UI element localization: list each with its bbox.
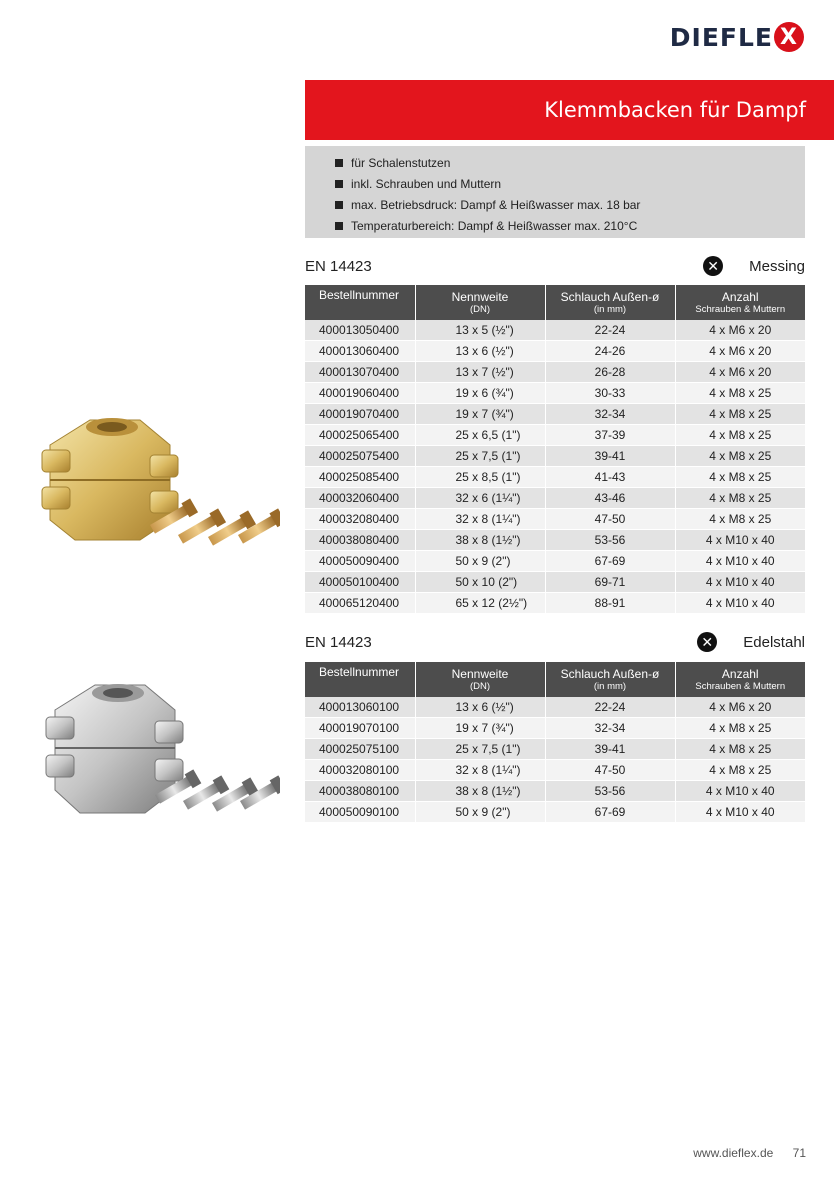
- cell-schlauch: 47-50: [545, 509, 675, 530]
- cell-nennweite: 13 x 5 (½"): [415, 320, 545, 341]
- cell-schlauch: 26-28: [545, 362, 675, 383]
- cell-schlauch: 22-24: [545, 697, 675, 718]
- col-header-anzahl: Anzahl Schrauben & Muttern: [675, 285, 805, 320]
- table-row: [305, 446, 805, 467]
- cell-anzahl: 4 x M8 x 25: [675, 739, 805, 760]
- cell-nennweite: 13 x 7 (½"): [415, 362, 545, 383]
- col-header-anzahl: Anzahl Schrauben & Muttern: [675, 662, 805, 697]
- table-row: [305, 488, 805, 509]
- cell-anzahl: 4 x M8 x 25: [675, 425, 805, 446]
- cell-nennweite: 38 x 8 (1½"): [415, 530, 545, 551]
- cell-bestellnummer: 400032060400: [305, 488, 415, 509]
- table-row: [305, 593, 805, 614]
- cell-bestellnummer: 400025085400: [305, 467, 415, 488]
- table-row: [305, 760, 805, 781]
- table-header-row: [305, 662, 805, 697]
- feature-list: [335, 153, 805, 237]
- cell-bestellnummer: 400038080400: [305, 530, 415, 551]
- cell-bestellnummer: 400025075400: [305, 446, 415, 467]
- cell-nennweite: 13 x 6 (½"): [415, 697, 545, 718]
- table-row: [305, 320, 805, 341]
- cell-bestellnummer: 400050090100: [305, 802, 415, 823]
- col-header-bestellnummer: Bestellnummer: [305, 285, 415, 320]
- cell-schlauch: 88-91: [545, 593, 675, 614]
- cell-bestellnummer: 400038080100: [305, 781, 415, 802]
- feature-item: max. Betriebsdruck: Dampf & Heißwasser max. 18 bar: [335, 195, 805, 216]
- feature-item: für Schalenstutzen: [335, 153, 805, 174]
- cell-anzahl: 4 x M8 x 25: [675, 404, 805, 425]
- cell-schlauch: 32-34: [545, 404, 675, 425]
- col-header-nennweite: Nennweite (DN): [415, 662, 545, 697]
- cell-anzahl: 4 x M10 x 40: [675, 781, 805, 802]
- table-header-row: [305, 285, 805, 320]
- cell-anzahl: 4 x M8 x 25: [675, 383, 805, 404]
- cell-bestellnummer: 400013050400: [305, 320, 415, 341]
- table-row: [305, 467, 805, 488]
- section-material-group: [703, 256, 805, 276]
- table-row: [305, 697, 805, 718]
- cell-bestellnummer: 400065120400: [305, 593, 415, 614]
- product-table-messing: [305, 285, 805, 614]
- cell-nennweite: 32 x 8 (1¼"): [415, 509, 545, 530]
- cell-anzahl: 4 x M10 x 40: [675, 572, 805, 593]
- table-row: [305, 781, 805, 802]
- cell-nennweite: 19 x 7 (¾"): [415, 718, 545, 739]
- feature-box: [305, 146, 805, 238]
- brass-clamp-product-image: [30, 405, 280, 555]
- cell-bestellnummer: 400032080400: [305, 509, 415, 530]
- cell-nennweite: 38 x 8 (1½"): [415, 781, 545, 802]
- table-row: [305, 551, 805, 572]
- page-title: Klemmbacken für Dampf: [544, 98, 806, 122]
- brand-logo: [670, 22, 804, 52]
- cell-bestellnummer: 400025075100: [305, 739, 415, 760]
- table-row: [305, 383, 805, 404]
- feature-item: inkl. Schrauben und Muttern: [335, 174, 805, 195]
- cell-anzahl: 4 x M10 x 40: [675, 593, 805, 614]
- col-header-schlauch: Schlauch Außen-ø (in mm): [545, 285, 675, 320]
- cell-schlauch: 53-56: [545, 530, 675, 551]
- cell-anzahl: 4 x M8 x 25: [675, 760, 805, 781]
- cell-anzahl: 4 x M6 x 20: [675, 697, 805, 718]
- cell-schlauch: 43-46: [545, 488, 675, 509]
- brand-logo-text: DIEFLE: [669, 22, 773, 52]
- cell-nennweite: 32 x 8 (1¼"): [415, 760, 545, 781]
- footer-url[interactable]: www.dieflex.de: [693, 1146, 774, 1160]
- cell-schlauch: 69-71: [545, 572, 675, 593]
- cell-nennweite: 19 x 6 (¾"): [415, 383, 545, 404]
- section-header-edelstahl: [305, 630, 805, 654]
- cell-nennweite: 32 x 6 (1¼"): [415, 488, 545, 509]
- cell-schlauch: 41-43: [545, 467, 675, 488]
- table-row: [305, 530, 805, 551]
- cell-anzahl: 4 x M8 x 25: [675, 718, 805, 739]
- cell-anzahl: 4 x M10 x 40: [675, 551, 805, 572]
- section-material: Edelstahl: [743, 633, 805, 651]
- table-row: [305, 802, 805, 823]
- table-row: [305, 739, 805, 760]
- cell-nennweite: 25 x 6,5 (1"): [415, 425, 545, 446]
- col-header-nennweite: Nennweite (DN): [415, 285, 545, 320]
- section-header-messing: [305, 254, 805, 278]
- page-footer: [693, 1146, 806, 1160]
- cell-schlauch: 30-33: [545, 383, 675, 404]
- col-header-schlauch: Schlauch Außen-ø (in mm): [545, 662, 675, 697]
- table-row: [305, 425, 805, 446]
- cell-schlauch: 39-41: [545, 446, 675, 467]
- product-table-edelstahl: [305, 662, 805, 823]
- cell-schlauch: 24-26: [545, 341, 675, 362]
- cell-anzahl: 4 x M10 x 40: [675, 802, 805, 823]
- cell-bestellnummer: 400019060400: [305, 383, 415, 404]
- table-row: [305, 341, 805, 362]
- cell-bestellnummer: 400019070100: [305, 718, 415, 739]
- cell-anzahl: 4 x M8 x 25: [675, 509, 805, 530]
- cell-anzahl: 4 x M6 x 20: [675, 341, 805, 362]
- cell-schlauch: 22-24: [545, 320, 675, 341]
- cell-schlauch: 53-56: [545, 781, 675, 802]
- cell-anzahl: 4 x M6 x 20: [675, 320, 805, 341]
- cell-nennweite: 19 x 7 (¾"): [415, 404, 545, 425]
- cell-nennweite: 65 x 12 (2½"): [415, 593, 545, 614]
- table-row: [305, 718, 805, 739]
- cell-bestellnummer: 400013070400: [305, 362, 415, 383]
- x-circle-icon: ✕: [697, 632, 717, 652]
- brand-logo-x-mark: X: [774, 22, 804, 52]
- cell-nennweite: 50 x 10 (2"): [415, 572, 545, 593]
- cell-nennweite: 25 x 7,5 (1"): [415, 739, 545, 760]
- cell-schlauch: 67-69: [545, 802, 675, 823]
- cell-schlauch: 67-69: [545, 551, 675, 572]
- x-circle-icon: ✕: [703, 256, 723, 276]
- cell-anzahl: 4 x M10 x 40: [675, 530, 805, 551]
- table-row: [305, 509, 805, 530]
- cell-anzahl: 4 x M8 x 25: [675, 488, 805, 509]
- section-standard: EN 14423: [305, 257, 372, 275]
- cell-nennweite: 25 x 8,5 (1"): [415, 467, 545, 488]
- cell-bestellnummer: 400032080100: [305, 760, 415, 781]
- cell-schlauch: 47-50: [545, 760, 675, 781]
- cell-bestellnummer: 400050090400: [305, 551, 415, 572]
- cell-nennweite: 50 x 9 (2"): [415, 551, 545, 572]
- cell-bestellnummer: 400025065400: [305, 425, 415, 446]
- cell-bestellnummer: 400019070400: [305, 404, 415, 425]
- cell-nennweite: 13 x 6 (½"): [415, 341, 545, 362]
- cell-bestellnummer: 400050100400: [305, 572, 415, 593]
- cell-schlauch: 32-34: [545, 718, 675, 739]
- section-standard: EN 14423: [305, 633, 372, 651]
- table-row: [305, 404, 805, 425]
- cell-anzahl: 4 x M6 x 20: [675, 362, 805, 383]
- cell-nennweite: 50 x 9 (2"): [415, 802, 545, 823]
- col-header-bestellnummer: Bestellnummer: [305, 662, 415, 697]
- section-material-group: [697, 632, 805, 652]
- cell-nennweite: 25 x 7,5 (1"): [415, 446, 545, 467]
- cell-anzahl: 4 x M8 x 25: [675, 467, 805, 488]
- stainless-clamp-product-image: [40, 675, 280, 825]
- cell-anzahl: 4 x M8 x 25: [675, 446, 805, 467]
- cell-schlauch: 39-41: [545, 739, 675, 760]
- cell-schlauch: 37-39: [545, 425, 675, 446]
- page-number: 71: [792, 1146, 806, 1160]
- section-material: Messing: [749, 257, 805, 275]
- cell-bestellnummer: 400013060400: [305, 341, 415, 362]
- table-row: [305, 572, 805, 593]
- feature-item: Temperaturbereich: Dampf & Heißwasser max. 210°C: [335, 216, 805, 237]
- page-title-bar: [305, 80, 834, 140]
- cell-bestellnummer: 400013060100: [305, 697, 415, 718]
- table-row: [305, 362, 805, 383]
